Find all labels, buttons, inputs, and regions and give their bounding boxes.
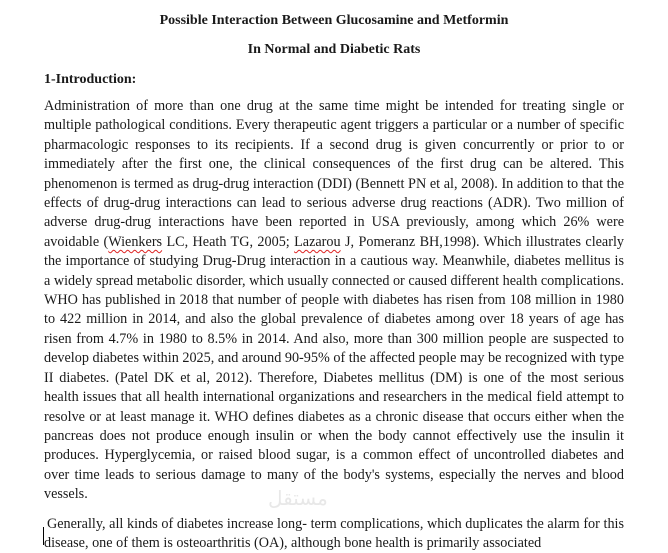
spellcheck-flagged-word[interactable]: Lazarou bbox=[294, 233, 341, 250]
paragraph-1-text-a: Administration of more than one drug at the same time might be intended for treating single or multiple pathological conditions. Every therapeutic agent triggers a particular or a number of specific pharmacologic responses to its recipients. If a second drug is given concurrently or prior to or immediately after the first one, the clinical consequences of the first drug can be altered. This phenomenon is termed as drug-drug interaction (DDI) (Bennett PN et al, 2008). In addition to that the effects of drug-drug interactions can lead to serious adverse drug reactions (ADR). Two million of adverse drug-drug interactions have been reported in USA previously, among which 26% were avoidable ( bbox=[44, 98, 624, 250]
document-title-line-2: In Normal and Diabetic Rats bbox=[247, 42, 421, 57]
watermark-logo: مستقل bbox=[268, 486, 328, 510]
introduction-paragraph-1[interactable] bbox=[44, 97, 624, 505]
paragraph-1-text-c: J, Pomeranz BH,1998). Which illustrates clearly the importance of studying Drug-Drug interaction in a cautious way. Meanwhile, diabetes mellitus is a widely spread metabolic disorder, which usually connected or caused different health complications. WHO has published in 2018 that number of people with diabetes has risen from 108 million in 1980 to 422 million in 2014, and also the global prevalence of diabetes among over 18 years of age has risen from 4.7% in 1980 to 8.5% in 2014. And also, more than 300 million people are suspected to develop diabetes within 2025, and around 90-95% of the affected people may be recognized with type II diabetes. (Patel DK et al, 2012). Therefore, Diabetes mellitus (DM) is one of the most serious health issues that all health international organizations and researchers in the medical field attempt to resolve or at least manage it. WHO defines diabetes as a chronic disease that occurs either when the pancreas does not produce enough insulin or when the body cannot effectively use the insulin it produces. Hyperglycemia, or raised blood sugar, is a common effect of uncontrolled diabetes and over time leads to serious damage to many of the body's systems, especially the nerves and blood vessels. bbox=[44, 233, 624, 503]
paragraph-1-text-b: LC, Heath TG, 2005; bbox=[162, 233, 295, 250]
spellcheck-flagged-word[interactable]: Wienkers bbox=[108, 233, 163, 250]
text-cursor bbox=[43, 527, 44, 545]
document-title-line-1: Possible Interaction Between Glucosamine and Metformin bbox=[159, 13, 509, 28]
section-heading-introduction: 1-Introduction: bbox=[44, 72, 137, 87]
introduction-paragraph-2[interactable]: Generally, all kinds of diabetes increase long- term complications, which duplicates the alarm for this disease, one of them is osteoarthritis (OA), although bone health is primarily associated bbox=[44, 515, 624, 551]
